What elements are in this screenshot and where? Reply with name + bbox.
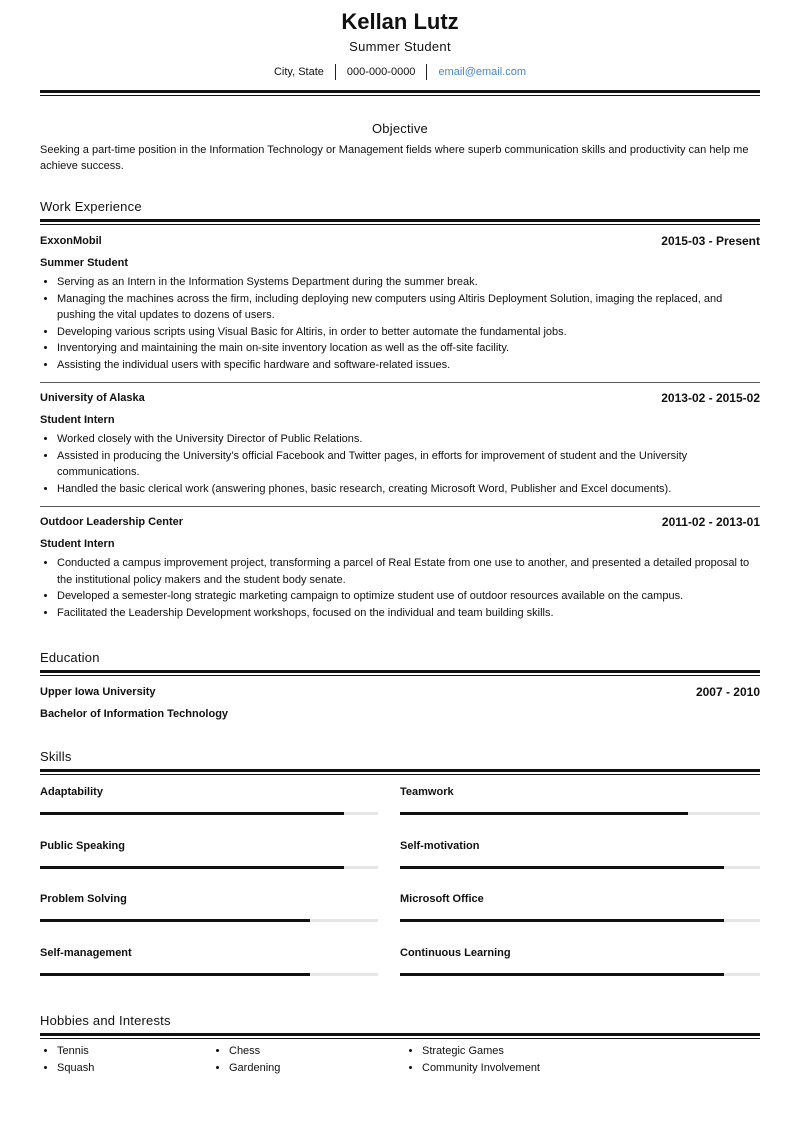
skill-item bbox=[400, 785, 760, 839]
skill-level-fill bbox=[40, 812, 344, 815]
candidate-title: Summer Student bbox=[349, 39, 451, 54]
skill-level-bar bbox=[400, 973, 760, 976]
section-rule bbox=[40, 1033, 760, 1039]
list-item: • Inventorying and maintaining the main on-site inventory location as well as the off-site facility. bbox=[57, 340, 760, 357]
contact-line bbox=[40, 64, 760, 80]
skill-level-fill bbox=[400, 973, 724, 976]
skill-name: Self-motivation bbox=[400, 839, 480, 852]
work-section-title: Work Experience bbox=[40, 199, 142, 214]
resume-header bbox=[40, 0, 760, 96]
list-item: • Assisting the individual users with specific hardware and software-related issues. bbox=[57, 357, 760, 374]
work-entry-university-of-alaska bbox=[40, 391, 760, 497]
entry-bullets bbox=[40, 555, 760, 621]
contact-email-link[interactable]: email@email.com bbox=[438, 66, 527, 78]
list-item: • Worked closely with the University Director of Public Relations. bbox=[57, 431, 760, 448]
skill-name: Adaptability bbox=[40, 786, 103, 798]
list-item: • Developing various scripts using Visual Basic for Altiris, in order to better automate the fundamental jobs. bbox=[57, 324, 760, 341]
list-item: • Conducted a campus improvement project, transforming a parcel of Real Estate from one use to another, and presented a detailed proposal to the institutional policy makers and the student body senate. bbox=[57, 555, 760, 588]
hobbies-column bbox=[405, 1043, 540, 1077]
work-section bbox=[40, 199, 760, 621]
hobbies-column bbox=[212, 1043, 405, 1077]
skill-level-fill bbox=[40, 866, 344, 869]
skill-level-fill bbox=[400, 866, 724, 869]
entry-divider bbox=[40, 506, 760, 507]
education-section-title: Education bbox=[40, 650, 100, 665]
skill-item bbox=[40, 892, 378, 946]
objective-section bbox=[40, 121, 760, 174]
skill-level-fill bbox=[40, 973, 310, 976]
skill-level-fill bbox=[40, 919, 310, 922]
header-rule bbox=[40, 90, 760, 96]
list-item: • Chess bbox=[229, 1043, 405, 1060]
list-item: • Facilitated the Leadership Development workshops, focused on the individual and team building skills. bbox=[57, 605, 760, 622]
skill-level-bar bbox=[40, 866, 378, 869]
skill-name: Self-management bbox=[40, 946, 132, 959]
skills-section bbox=[40, 749, 760, 999]
education-degree: Bachelor of Information Technology bbox=[40, 708, 229, 720]
hobbies-list bbox=[40, 1043, 760, 1077]
skill-item bbox=[40, 785, 378, 839]
list-item: • Squash bbox=[57, 1060, 212, 1077]
list-item: • Gardening bbox=[229, 1060, 405, 1077]
entry-divider bbox=[40, 382, 760, 383]
objective-text: Seeking a part-time position in the Information Technology or Management fields where superb communication skills and productivity can help me achieve success. bbox=[40, 144, 749, 172]
entry-role: Student Intern bbox=[40, 414, 115, 426]
list-item: • Community Involvement bbox=[422, 1060, 540, 1077]
skill-level-bar bbox=[40, 973, 378, 976]
entry-bullets bbox=[40, 431, 760, 497]
hobbies-section bbox=[40, 1013, 760, 1077]
section-rule bbox=[40, 769, 760, 775]
hobbies-section-title: Hobbies and Interests bbox=[40, 1013, 171, 1028]
skill-item bbox=[400, 892, 760, 946]
skill-level-fill bbox=[400, 919, 724, 922]
skill-name: Teamwork bbox=[400, 786, 454, 798]
section-rule bbox=[40, 670, 760, 676]
skill-name: Microsoft Office bbox=[400, 893, 484, 905]
contact-phone: 000-000-0000 bbox=[346, 66, 416, 78]
entry-role: Student Intern bbox=[40, 538, 115, 550]
candidate-name: Kellan Lutz bbox=[341, 9, 459, 34]
contact-location: City, State bbox=[273, 66, 324, 78]
entry-dates: 2015-03 - Present bbox=[661, 234, 760, 248]
objective-title: Objective bbox=[372, 121, 428, 136]
skills-grid bbox=[40, 785, 760, 999]
list-item: • Developed a semester-long strategic marketing campaign to optimize student use of outdoor resources available on the campus. bbox=[57, 588, 760, 605]
resume-page bbox=[40, 0, 760, 1077]
education-school: Upper Iowa University bbox=[40, 686, 156, 698]
skill-name: Problem Solving bbox=[40, 893, 127, 905]
education-section bbox=[40, 650, 760, 721]
skill-item bbox=[40, 946, 378, 1000]
list-item: • Serving as an Intern in the Information Systems Department during the summer break. bbox=[57, 274, 760, 291]
section-rule bbox=[40, 219, 760, 225]
list-item: • Handled the basic clerical work (answering phones, basic research, creating Microsoft Word, Publisher and Excel documents). bbox=[57, 481, 760, 498]
entry-role: Summer Student bbox=[40, 257, 129, 269]
skill-item bbox=[400, 839, 760, 893]
list-item: • Managing the machines across the firm, including deploying new computers using Altiris Deployment Solution, imaging the replaced, and pushing the vital updates to dozens of users. bbox=[57, 291, 760, 324]
skill-level-bar bbox=[40, 812, 378, 815]
entry-bullets bbox=[40, 274, 760, 373]
education-dates: 2007 - 2010 bbox=[695, 685, 760, 699]
skill-name: Continuous Learning bbox=[400, 946, 511, 959]
entry-company: University of Alaska bbox=[40, 392, 145, 404]
skills-section-title: Skills bbox=[40, 749, 72, 764]
skill-level-bar bbox=[400, 812, 760, 815]
skill-item bbox=[400, 946, 760, 1000]
skill-level-bar bbox=[400, 919, 760, 922]
entry-company: ExxonMobil bbox=[40, 235, 102, 247]
work-entry-outdoor-leadership-center bbox=[40, 515, 760, 621]
work-entry-exxonmobil bbox=[40, 234, 760, 373]
skill-level-fill bbox=[400, 812, 688, 815]
entry-company: Outdoor Leadership Center bbox=[40, 516, 184, 528]
entry-dates: 2011-02 - 2013-01 bbox=[661, 515, 760, 529]
skill-level-bar bbox=[40, 919, 378, 922]
entry-dates: 2013-02 - 2015-02 bbox=[661, 391, 760, 405]
list-item: • Tennis bbox=[57, 1043, 212, 1060]
hobbies-column bbox=[40, 1043, 212, 1077]
skill-name: Public Speaking bbox=[40, 839, 125, 852]
skill-level-bar bbox=[400, 866, 760, 869]
skill-item bbox=[40, 839, 378, 893]
list-item: • Strategic Games bbox=[422, 1043, 540, 1060]
list-item: • Assisted in producing the University’s official Facebook and Twitter pages, in efforts for improvement of student and the University communications. bbox=[57, 448, 760, 481]
